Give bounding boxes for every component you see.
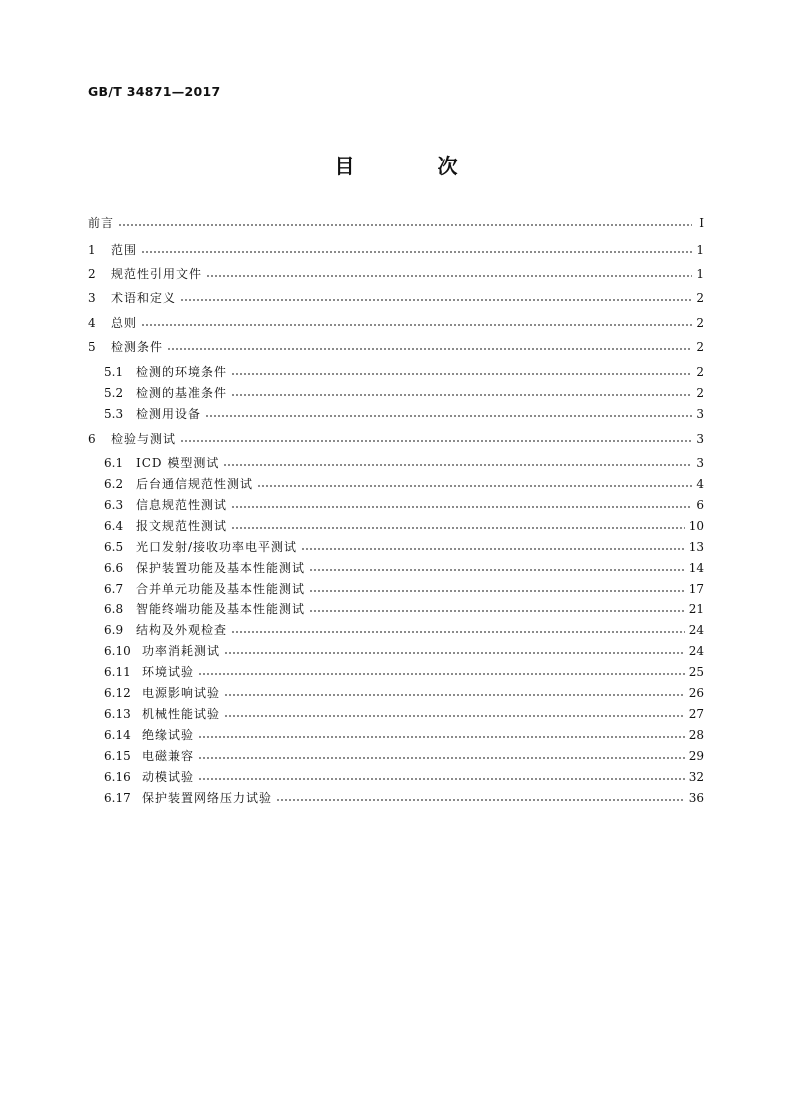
toc-entry-number: 1 xyxy=(88,243,96,257)
toc-dot-leader xyxy=(231,631,685,633)
toc-entry-label: 检验与测试 xyxy=(111,432,177,446)
toc-page-number: 29 xyxy=(688,749,704,763)
toc-dot-leader xyxy=(224,694,685,696)
toc-page-number: 28 xyxy=(688,728,704,742)
toc-entry-6-1[interactable] xyxy=(104,454,704,472)
toc-dot-leader xyxy=(309,610,685,612)
toc-entry-number: 6.11 xyxy=(104,665,131,679)
toc-page-number: 1 xyxy=(696,243,704,257)
toc-entry-6-10[interactable] xyxy=(104,642,704,660)
toc-page-number: 6 xyxy=(696,498,704,512)
toc-entry-6-17[interactable] xyxy=(104,789,704,807)
toc-entry-6-9[interactable] xyxy=(104,621,704,639)
toc-page-number: 32 xyxy=(688,770,704,784)
toc-entry-label: 检测用设备 xyxy=(136,407,202,421)
toc-entry-6-13[interactable] xyxy=(104,705,704,723)
toc-page-number: 24 xyxy=(688,623,704,637)
toc-entry-5-3[interactable] xyxy=(104,405,704,423)
toc-entry-6-12[interactable] xyxy=(104,684,704,702)
toc-entry-label: 智能终端功能及基本性能测试 xyxy=(136,602,306,616)
toc-entry-5-1[interactable] xyxy=(104,363,704,381)
toc-entry-6-11[interactable] xyxy=(104,663,704,681)
toc-dot-leader xyxy=(223,464,692,466)
toc-entry-number: 6.1 xyxy=(104,456,124,470)
toc-dot-leader xyxy=(205,415,692,417)
toc-entry-5[interactable] xyxy=(88,338,704,356)
toc-page-number: 10 xyxy=(688,519,704,533)
toc-entry-label: 结构及外观检查 xyxy=(136,623,228,637)
toc-page-number: 13 xyxy=(688,540,704,554)
toc-entry-label: 绝缘试验 xyxy=(142,728,195,742)
toc-page-number: 3 xyxy=(696,432,704,446)
toc-entry-label: 保护装置功能及基本性能测试 xyxy=(136,561,306,575)
toc-dot-leader xyxy=(231,527,685,529)
toc-page-number: 2 xyxy=(696,340,704,354)
toc-dot-leader xyxy=(206,275,692,277)
toc-dot-leader xyxy=(180,299,692,301)
toc-entry-6-2[interactable] xyxy=(104,475,704,493)
toc-dot-leader xyxy=(224,715,685,717)
toc-dot-leader xyxy=(198,757,685,759)
toc-entry-label: 前言 xyxy=(88,216,115,230)
toc-entry-number: 6.4 xyxy=(104,519,124,533)
toc-entry-label: 后台通信规范性测试 xyxy=(136,477,254,491)
toc-entry-label: ICD 模型测试 xyxy=(136,456,220,470)
toc-page-number: 2 xyxy=(696,291,704,305)
toc-page-number: 2 xyxy=(696,386,704,400)
toc-entry-number: 5.2 xyxy=(104,386,124,400)
toc-dot-leader xyxy=(224,652,685,654)
toc-dot-leader xyxy=(309,590,685,592)
toc-entry-number: 5 xyxy=(88,340,96,354)
toc-entry-number: 6.17 xyxy=(104,791,131,805)
toc-entry-label: 报文规范性测试 xyxy=(136,519,228,533)
toc-entry-number: 6.3 xyxy=(104,498,124,512)
toc-entry-number: 6 xyxy=(88,432,96,446)
toc-dot-leader xyxy=(198,673,685,675)
toc-entry-number: 6.15 xyxy=(104,749,131,763)
toc-entry-label: 光口发射/接收功率电平测试 xyxy=(136,540,298,554)
toc-dot-leader xyxy=(180,440,692,442)
toc-entry-label: 电磁兼容 xyxy=(142,749,195,763)
toc-page-number: I xyxy=(699,216,704,230)
toc-dot-leader xyxy=(231,373,692,375)
toc-page-number: 14 xyxy=(688,561,704,575)
toc-entry-6-8[interactable] xyxy=(104,600,704,618)
toc-entry-2[interactable] xyxy=(88,265,704,283)
toc-entry-foreword[interactable] xyxy=(88,214,704,232)
toc-entry-6-6[interactable] xyxy=(104,559,704,577)
toc-page-number: 4 xyxy=(696,477,704,491)
toc-entry-6-15[interactable] xyxy=(104,747,704,765)
toc-entry-6-4[interactable] xyxy=(104,517,704,535)
toc-entry-number: 6.13 xyxy=(104,707,131,721)
toc-dot-leader xyxy=(231,394,692,396)
toc-entry-number: 5.3 xyxy=(104,407,124,421)
toc-entry-5-2[interactable] xyxy=(104,384,704,402)
toc-entry-number: 6.8 xyxy=(104,602,124,616)
toc-entry-label: 环境试验 xyxy=(142,665,195,679)
toc-dot-leader xyxy=(141,324,692,326)
toc-entry-number: 4 xyxy=(88,316,96,330)
toc-entry-label: 总则 xyxy=(111,316,138,330)
toc-entry-label: 范围 xyxy=(111,243,138,257)
toc-entry-6-5[interactable] xyxy=(104,538,704,556)
toc-entry-6-3[interactable] xyxy=(104,496,704,514)
toc-page-number: 36 xyxy=(688,791,704,805)
toc-dot-leader xyxy=(276,799,685,801)
toc-entry-label: 信息规范性测试 xyxy=(136,498,228,512)
toc-entry-label: 动模试验 xyxy=(142,770,195,784)
toc-page-number: 2 xyxy=(696,316,704,330)
toc-entry-number: 2 xyxy=(88,267,96,281)
toc-entry-number: 6.6 xyxy=(104,561,124,575)
toc-page-number: 3 xyxy=(696,456,704,470)
toc-entry-label: 合并单元功能及基本性能测试 xyxy=(136,582,306,596)
toc-page-number: 2 xyxy=(696,365,704,379)
toc-entry-number: 6.2 xyxy=(104,477,124,491)
toc-entry-number: 6.9 xyxy=(104,623,124,637)
toc-page-number: 17 xyxy=(688,582,704,596)
toc-entry-number: 6.5 xyxy=(104,540,124,554)
toc-page-number: 25 xyxy=(688,665,704,679)
toc-entry-label: 检测的基准条件 xyxy=(136,386,228,400)
toc-entry-label: 保护装置网络压力试验 xyxy=(142,791,273,805)
toc-dot-leader xyxy=(198,778,685,780)
toc-entry-6-7[interactable] xyxy=(104,580,704,598)
toc-dot-leader xyxy=(231,506,692,508)
toc-page-number: 21 xyxy=(688,602,704,616)
toc-entry-number: 6.14 xyxy=(104,728,131,742)
toc-page-number: 24 xyxy=(688,644,704,658)
standard-code: GB/T 34871—2017 xyxy=(88,84,221,99)
toc-entry-number: 3 xyxy=(88,291,96,305)
toc-entry-number: 6.16 xyxy=(104,770,131,784)
toc-entry-number: 6.10 xyxy=(104,644,131,658)
toc-entry-6[interactable] xyxy=(88,430,704,448)
toc-entry-number: 6.7 xyxy=(104,582,124,596)
toc-entry-label: 机械性能试验 xyxy=(142,707,221,721)
toc-entry-label: 电源影响试验 xyxy=(142,686,221,700)
page-title: 目 次 xyxy=(334,154,496,178)
toc-entry-label: 规范性引用文件 xyxy=(111,267,203,281)
toc-dot-leader xyxy=(301,548,685,550)
toc-page-number: 3 xyxy=(696,407,704,421)
toc-entry-3[interactable] xyxy=(88,289,704,307)
toc-dot-leader xyxy=(309,569,685,571)
toc-entry-label: 功率消耗测试 xyxy=(142,644,221,658)
toc-entry-label: 检测条件 xyxy=(111,340,164,354)
toc-dot-leader xyxy=(257,485,692,487)
toc-entry-number: 6.12 xyxy=(104,686,131,700)
toc-entry-label: 检测的环境条件 xyxy=(136,365,228,379)
toc-page-number: 1 xyxy=(696,267,704,281)
toc-dot-leader xyxy=(141,251,692,253)
toc-entry-number: 5.1 xyxy=(104,365,124,379)
toc-page-number: 27 xyxy=(688,707,704,721)
toc-entry-label: 术语和定义 xyxy=(111,291,177,305)
toc-dot-leader xyxy=(118,224,692,226)
toc-dot-leader xyxy=(198,736,685,738)
toc-entry-6-16[interactable] xyxy=(104,768,704,786)
toc-page-number: 26 xyxy=(688,686,704,700)
toc-entry-1[interactable] xyxy=(88,241,704,259)
toc-entry-4[interactable] xyxy=(88,314,704,332)
toc-entry-6-14[interactable] xyxy=(104,726,704,744)
toc-dot-leader xyxy=(167,348,692,350)
